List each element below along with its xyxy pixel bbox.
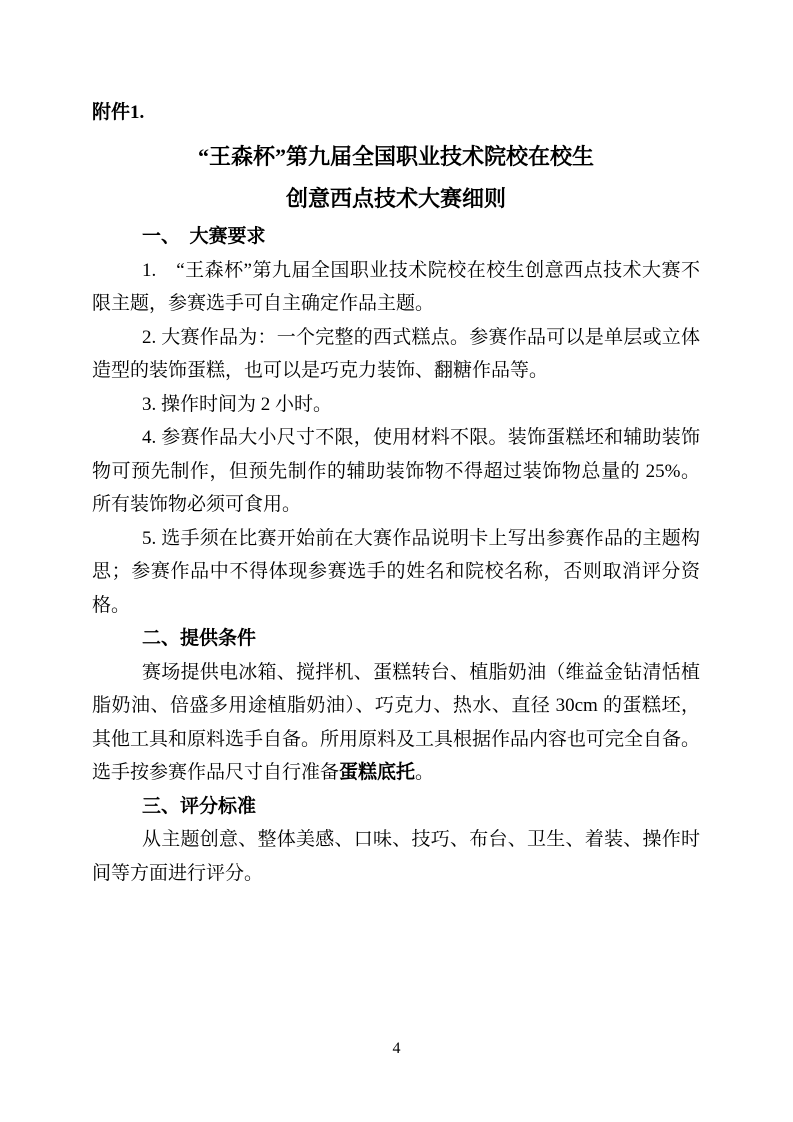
attachment-label: 附件1.	[92, 102, 145, 123]
section-heading-conditions: 二、提供条件	[142, 628, 257, 649]
document-body	[92, 220, 700, 890]
paragraph-conditions-tail: 。	[415, 762, 435, 783]
document-content	[92, 0, 700, 890]
paragraph-requirement-3: 3. 操作时间为 2 小时。	[142, 393, 333, 415]
doc-title-line-1: “王森杯”第九届全国职业技术院校在校生	[197, 144, 594, 169]
document-title	[92, 136, 700, 220]
section-heading-requirements: 一、 大赛要求	[142, 226, 266, 247]
paragraph-requirement-1: 1. “王森杯”第九届全国职业技术院校在校生创意西点技术大赛不限主题，参赛选手可自主确定作品主题。	[92, 259, 700, 314]
paragraph-requirement-2: 2. 大赛作品为：一个完整的西式糕点。参赛作品可以是单层或立体造型的装饰蛋糕，也可以是巧克力装饰、翻糖作品等。	[92, 326, 700, 381]
paragraph-requirement-4: 4. 参赛作品大小尺寸不限，使用材料不限。装饰蛋糕坯和辅助装饰物可预先制作，但预先制作的辅助装饰物不得超过装饰物总量的 25%。所有装饰物必须可食用。	[92, 427, 700, 515]
section-heading-scoring: 三、评分标准	[142, 795, 257, 817]
paragraph-requirement-5: 5. 选手须在比赛开始前在大赛作品说明卡上写出参赛作品的主题构思；参赛作品中不得体现参赛选手的姓名和院校名称，否则取消评分资格。	[92, 527, 700, 616]
paragraph-conditions-text: 赛场提供电冰箱、搅拌机、蛋糕转台、植脂奶油（维益金钻清恬植脂奶油、倍盛多用途植脂奶油）、巧克力、热水、直径 30cm 的蛋糕坯，其他工具和原料选手自备。所用原料及工具根据作品内容也可完全自备。选手按参赛作品尺寸自行准备	[92, 661, 701, 783]
paragraph-conditions	[92, 656, 700, 790]
cake-base-bold-text: 蛋糕底托	[339, 762, 416, 783]
doc-title-line-2: 创意西点技术大赛细则	[285, 186, 506, 211]
page-number: 4	[392, 1040, 401, 1057]
paragraph-scoring: 从主题创意、整体美感、口味、技巧、布台、卫生、着装、操作时间等方面进行评分。	[92, 829, 700, 884]
